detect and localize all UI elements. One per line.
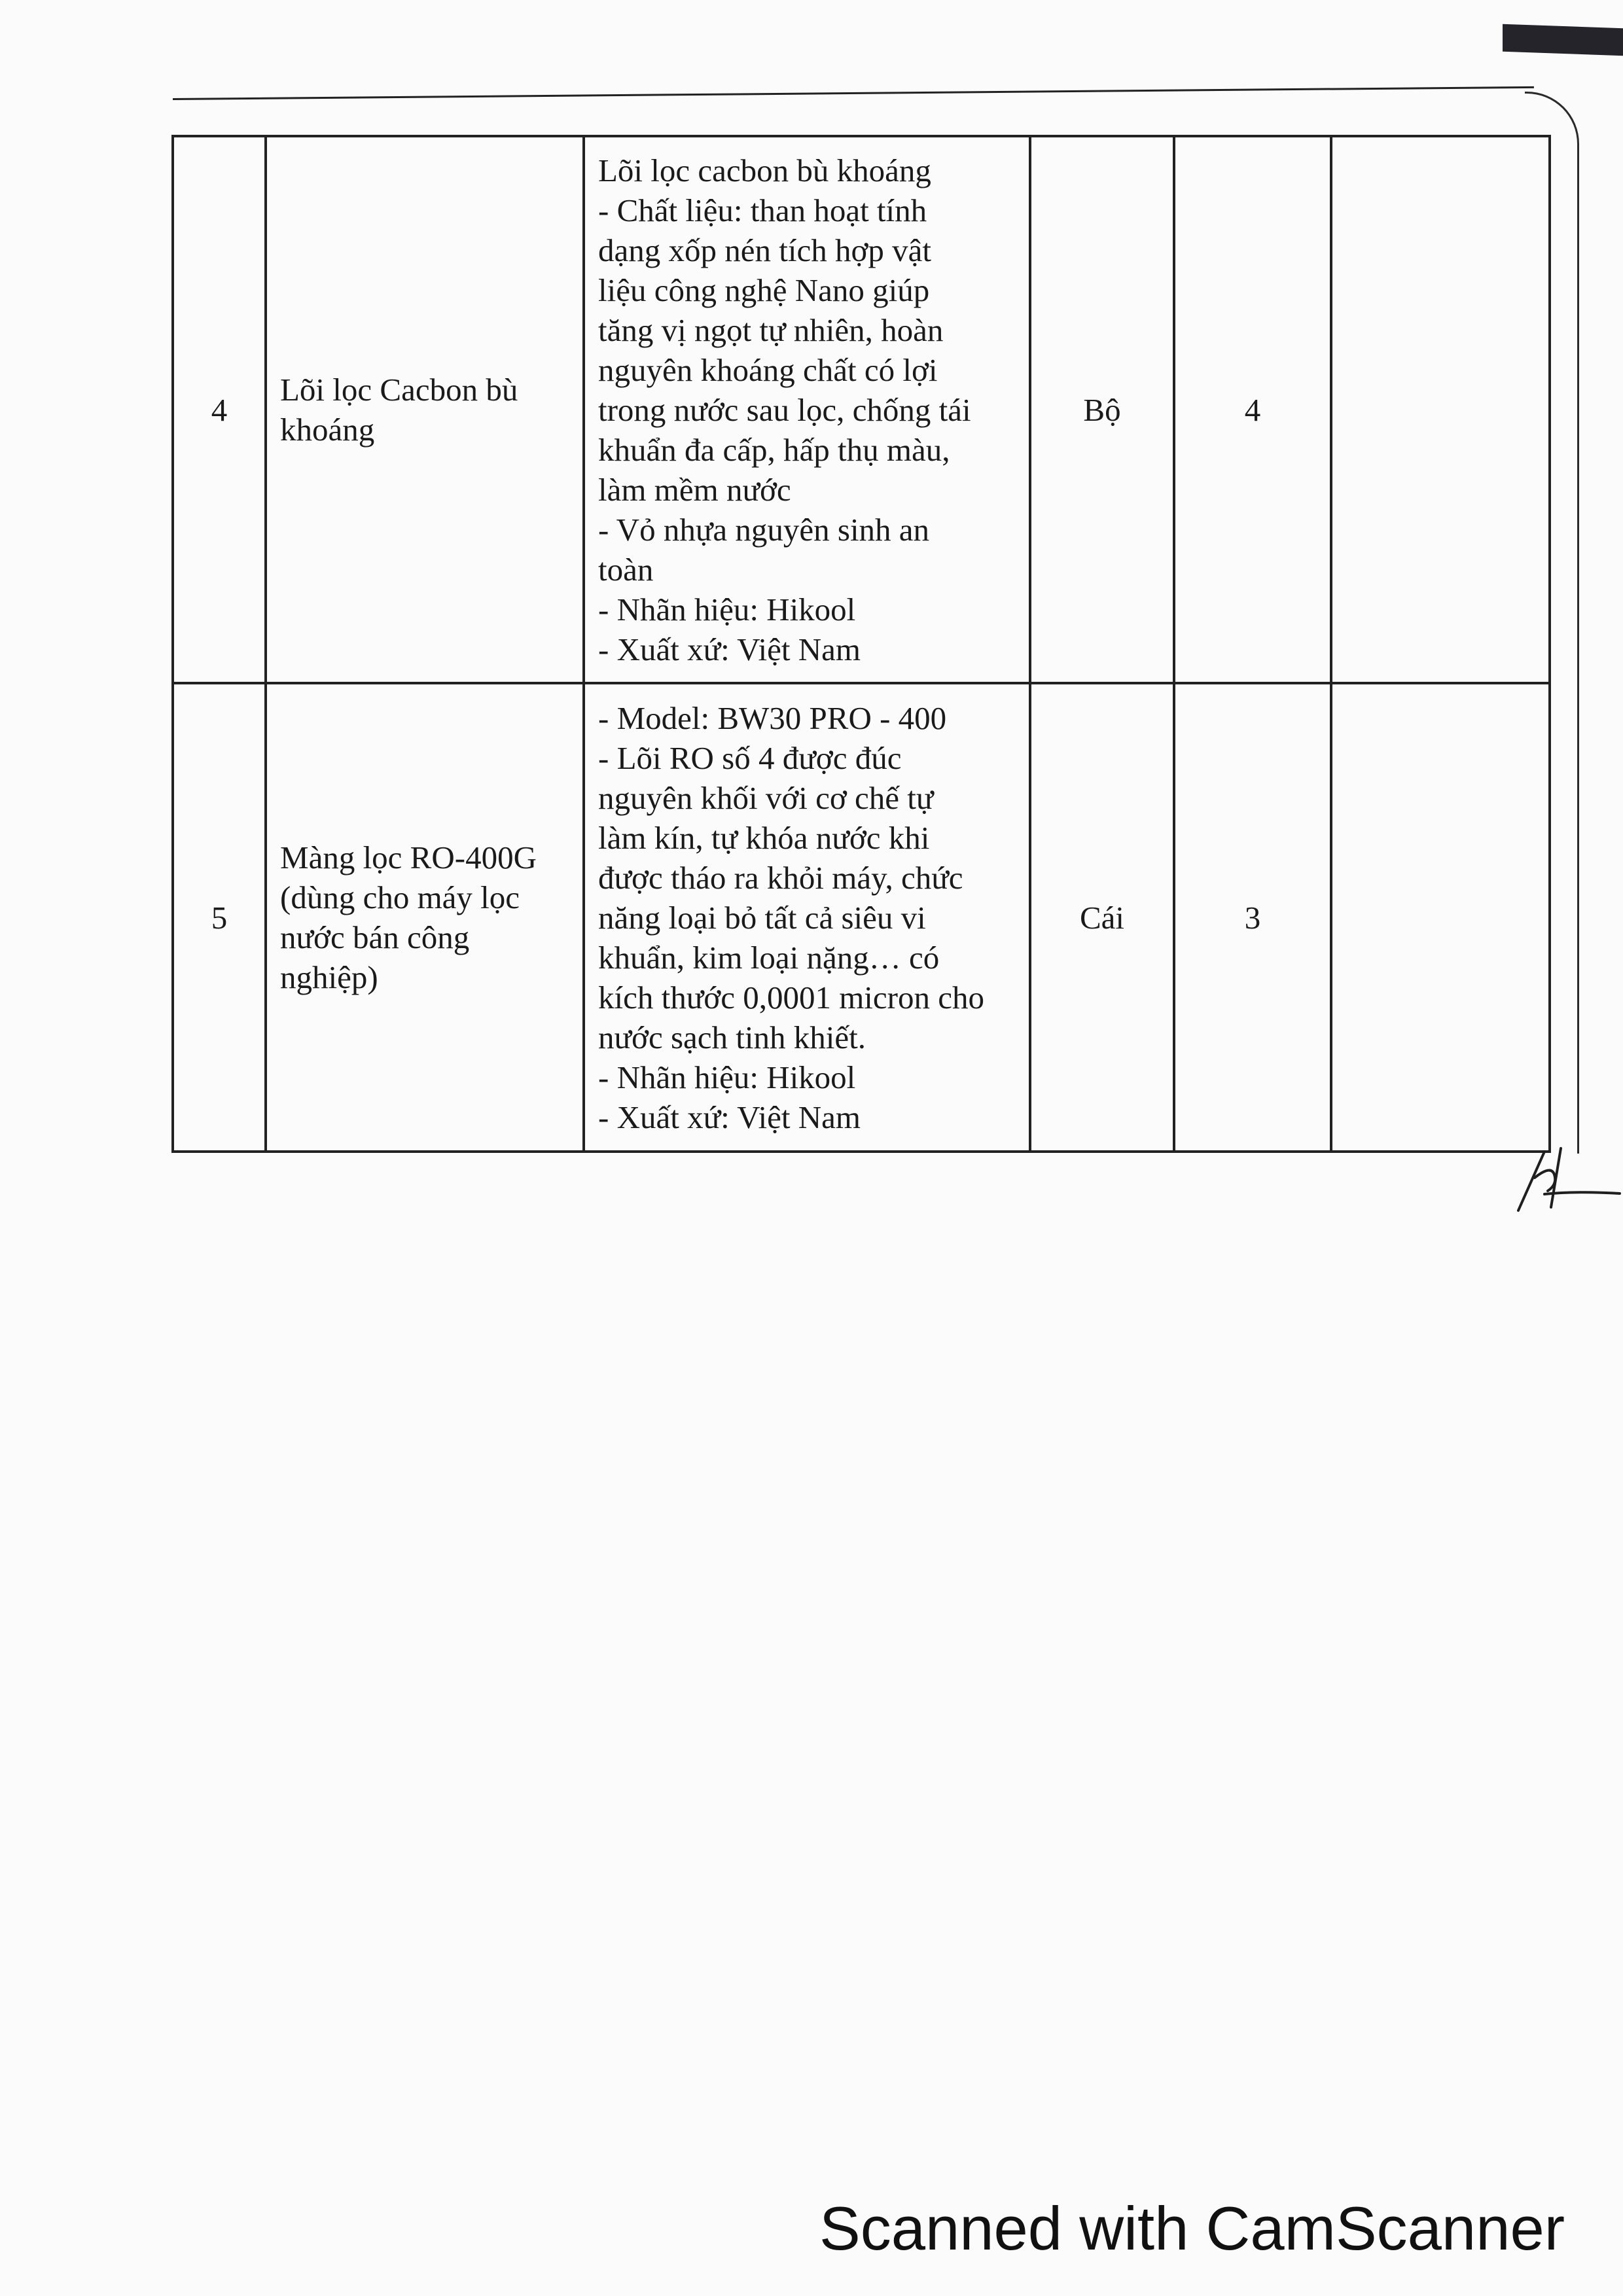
table-row [173,683,1550,1152]
description-line: nguyên khối với cơ chế tự [598,779,934,816]
description-line: liệu công nghệ Nano giúp [598,272,930,308]
item-name: Màng lọc RO-400G (dùng cho máy lọc nước bán công nghiệp) [266,683,584,1152]
description-line: - Lõi RO số 4 được đúc [598,739,902,776]
description-line: khuẩn đa cấp, hấp thụ màu, [598,431,950,468]
description-line: - Nhãn hiệu: Hikool [598,591,856,627]
goods-table [171,135,1551,1153]
item-unit: Bộ [1030,136,1174,683]
description-line: năng loại bỏ tất cả siêu vi [598,899,926,936]
scan-corner-shadow [1503,24,1623,56]
item-name: Lõi lọc Cacbon bù khoáng [266,136,584,683]
description-line: kích thước 0,0001 micron cho [598,979,984,1016]
item-quantity: 4 [1174,136,1331,683]
description-line: dạng xốp nén tích hợp vật [598,232,931,268]
description-line: khuẩn, kim loại nặng… có [598,939,940,976]
item-extra-cell [1331,683,1550,1152]
description-line: - Xuất xứ: Việt Nam [598,1099,861,1135]
handwritten-initials [1499,1139,1623,1217]
table-top-rule [173,86,1534,100]
table-row [173,136,1550,683]
description-line: làm mềm nước [598,471,791,508]
row-number: 5 [173,683,266,1152]
description-line: được tháo ra khỏi máy, chức [598,859,963,896]
item-description [584,683,1030,1152]
description-line: - Model: BW30 PRO - 400 [598,699,947,736]
description-line: toàn [598,551,654,588]
description-line: - Xuất xứ: Việt Nam [598,631,861,667]
description-line: tăng vị ngọt tự nhiên, hoàn [598,311,944,348]
row-number: 4 [173,136,266,683]
item-extra-cell [1331,136,1550,683]
description-line: làm kín, tự khóa nước khi [598,819,930,856]
description-line: Lõi lọc cacbon bù khoáng [598,152,931,188]
item-description [584,136,1030,683]
item-unit: Cái [1030,683,1174,1152]
description-line: nước sạch tinh khiết. [598,1019,866,1055]
description-line: trong nước sau lọc, chống tái [598,391,971,428]
description-line: - Vỏ nhựa nguyên sinh an [598,511,930,548]
scanner-watermark: Scanned with CamScanner [819,2194,1565,2263]
description-line: - Chất liệu: than hoạt tính [598,192,927,228]
description-line: - Nhãn hiệu: Hikool [598,1059,856,1095]
description-line: nguyên khoáng chất có lợi [598,351,938,388]
item-quantity: 3 [1174,683,1331,1152]
